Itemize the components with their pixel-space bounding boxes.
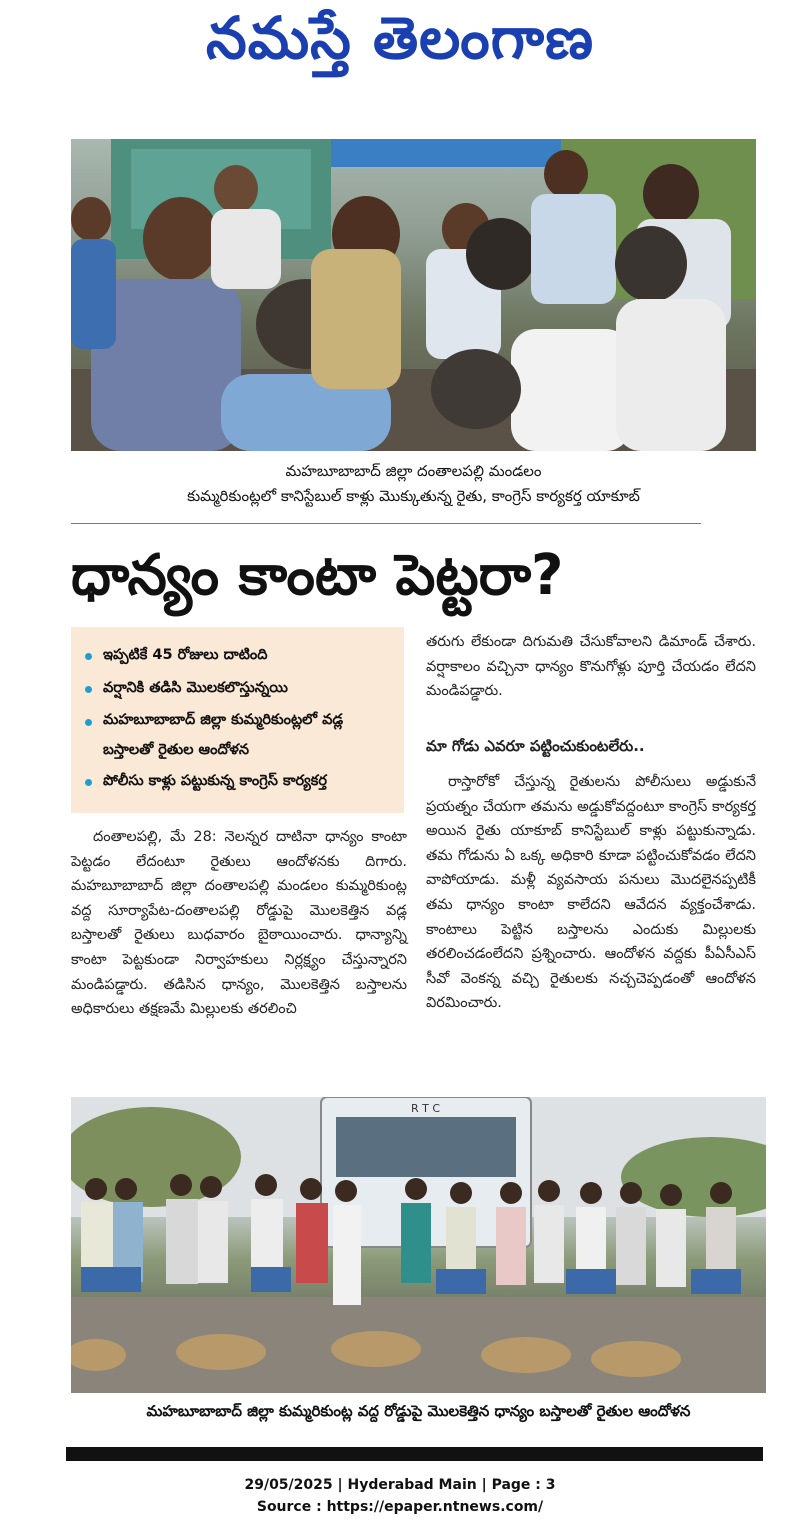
newspaper-logo: నమస్తే తెలంగాణ xyxy=(206,4,594,72)
clipping-edge-bar xyxy=(66,1447,763,1461)
article-paragraph: దంతాలపల్లి, మే 28: నెలన్నర దాటినా ధాన్యం కాంటా పెట్టడం లేదంటూ రైతులు ఆందోళనకు దిగారు. మహబూబాబాద్ జిల్లా దంతాలపల్లి మండలం కుమ్మరికుంట్ల వద్ద సూర్యాపేట-దంతాలపల్లి రోడ్డుపై మొలకెత్తిన వడ్ల బస్తాలతో రైతులు బుధవారం బైఠాయించారు. ధాన్యాన్ని కాంటా పెట్టకుండా నిర్వాహకులు నిర్లక్ష్యం చేస్తున్నారని మండిపడ్డారు. తడిసిన ధాన్యం, మొలకెత్తిన బస్తాలను అధికారులు తక్షణమే మిల్లులకు తరలించి xyxy=(71,829,407,1018)
photo-caption-1-line1: మహబూబాబాద్ జిల్లా దంతాలపల్లి మండలం xyxy=(285,462,542,480)
article-headline: ధాన్యం కాంటా పెట్టరా? xyxy=(71,543,564,608)
highlight-item: పోలీసు కాళ్లు పట్టుకున్న కాంగ్రెస్ కార్యకర్త xyxy=(81,765,394,798)
photo-illustration xyxy=(71,139,756,451)
highlight-item: మహబూబాబాద్ జిల్లా కుమ్మరికుంట్లలో వడ్ల బస్తాలతో రైతుల ఆందోళన xyxy=(81,705,394,765)
article-paragraph: తరుగు లేకుండా దిగుమతి చేసుకోవాలని డిమాండ్ చేశారు. వర్షాకాలం వచ్చినా ధాన్యం కొనుగోళ్లు పూర్తి చేయడం లేదని మండిపడ్డారు. xyxy=(426,634,756,700)
photo-illustration xyxy=(71,1097,766,1393)
article-column-right-bottom xyxy=(426,770,756,1016)
photo-caption-1-line2: కుమ్మరికుంట్లలో కానిస్టేబుల్ కాళ్లు మొక్కుతున్న రైతు, కాంగ్రెస్ కార్యకర్త యాకూబ్ xyxy=(187,487,640,505)
footer-source-link[interactable]: Source : https://epaper.ntnews.com/ xyxy=(256,1499,544,1515)
masthead xyxy=(0,0,800,80)
article-paragraph: రాస్తారోకో చేస్తున్న రైతులను పోలీసులు అడ్డుకునే ప్రయత్నం చేయగా తమను అడ్డుకోవద్దంటూ కాంగ్రెస్ కార్యకర్త అయిన రైతు యాకూబ్ కానిస్టేబుల్ కాళ్లు పట్టుకున్నాడు. తమ గోడును ఏ ఒక్క అధికారి కూడా పట్టించుకోవడం లేదని వాపోయాడు. మళ్లీ వ్యవసాయ పనులు మొదలైనప్పటికీ తమ ధాన్యం కాంటా కాలేదని ఆవేదన వ్యక్తంచేశాడు. కాంటాలు పెట్టిన బస్తాలను ఎందుకు మిల్లులకు తరలించడంలేదని ప్రశ్నించారు. ఆందోళన వద్దకు పీఏసీఎస్ సీవో వెంకన్న వచ్చి రైతులకు నచ్చచెప్పడంతో ఆందోళన విరమించారు. xyxy=(426,774,756,1012)
article-column-right-top xyxy=(426,630,756,704)
news-photo-constable xyxy=(71,139,756,451)
caption-divider xyxy=(71,523,701,524)
article-subhead: మా గోడు ఎవరూ పట్టించుకుంటలేరు.. xyxy=(426,737,645,755)
highlight-item: వర్షానికి తడిసి మొలకలొస్తున్నయి xyxy=(81,672,394,705)
news-photo-farmers-protest xyxy=(71,1097,766,1393)
highlights-box xyxy=(71,627,404,813)
bus-label: R T C xyxy=(411,1102,441,1115)
footer-date-edition: 29/05/2025 | Hyderabad Main | Page : 3 xyxy=(244,1477,556,1493)
highlight-item: ఇప్పటికే 45 రోజులు దాటింది xyxy=(81,639,394,672)
photo-caption-1 xyxy=(71,459,756,509)
photo-caption-2: మహబూబాబాద్ జిల్లా కుమ్మరికుంట్ల వద్ద రోడ్డుపై మొలకెత్తిన ధాన్యం బస్తాలతో రైతుల ఆందోళన xyxy=(146,1402,691,1420)
article-column-left xyxy=(71,825,407,1022)
